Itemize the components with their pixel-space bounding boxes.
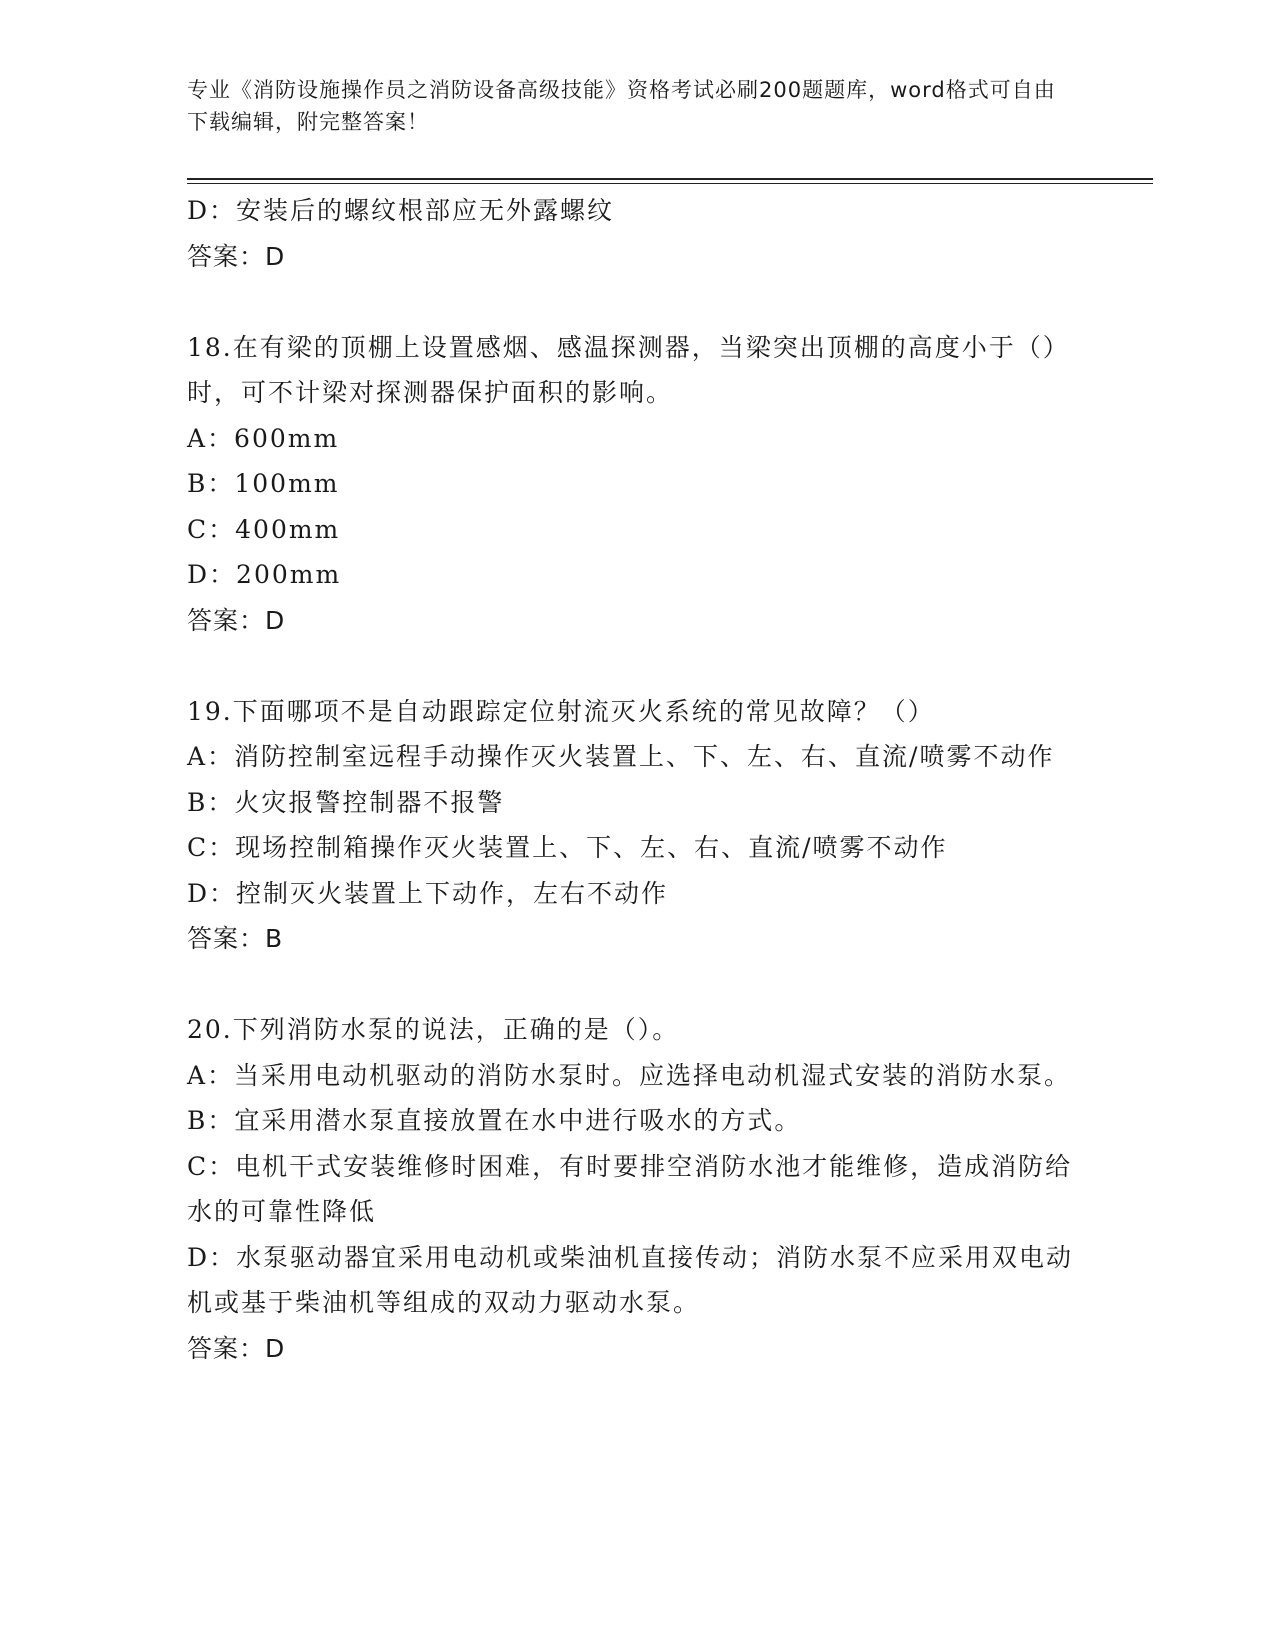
question-20 [187, 1007, 1087, 1371]
spacer [187, 643, 1087, 689]
option-a: A：消防控制室远程手动操作灭火装置上、下、左、右、直流/喷雾不动作 [187, 742, 1055, 771]
option-a: A：600mm [187, 423, 340, 453]
answer: 答案：D [187, 605, 286, 635]
spacer [187, 962, 1087, 1008]
option-b: B：100mm [187, 469, 340, 498]
option-d: D：200mm [187, 560, 342, 589]
option-c: C：400mm [187, 514, 341, 544]
option-c: C：现场控制箱操作灭火装置上、下、左、右、直流/喷雾不动作 [187, 833, 948, 862]
question-19 [187, 689, 1087, 962]
option-b: B：宜采用潜水泵直接放置在水中进行吸水的方式。 [187, 1106, 802, 1135]
option-d: D：控制灭火装置上下动作，左右不动作 [187, 878, 669, 908]
spacer [187, 279, 1087, 325]
option-b: B：火灾报警控制器不报警 [187, 787, 505, 817]
document-body [187, 188, 1087, 1371]
answer: 答案：D [187, 241, 286, 271]
question-stem: 20.下列消防水泵的说法，正确的是（）。 [187, 1015, 680, 1044]
question-stem: 18.在有梁的顶棚上设置感烟、感温探测器，当梁突出顶棚的高度小于（）时，可不计梁对探测器保护面积的影响。 [187, 332, 1070, 407]
header-divider [187, 178, 1153, 180]
page-header-text: 专业《消防设施操作员之消防设备高级技能》资格考试必刷200题题库，word格式可自由下载编辑，附完整答案！ [187, 78, 1056, 134]
previous-question-tail [187, 188, 1087, 279]
answer: 答案：D [187, 1333, 286, 1363]
answer: 答案：B [187, 924, 284, 953]
header-divider-thin [187, 183, 1153, 184]
option-d: D：安装后的螺纹根部应无外露螺纹 [187, 196, 615, 225]
question-18 [187, 325, 1087, 644]
option-c: C：电机干式安装维修时困难，有时要排空消防水池才能维修，造成消防给水的可靠性降低 [187, 1151, 1073, 1226]
option-d: D：水泵驱动器宜采用电动机或柴油机直接传动；消防水泵不应采用双电动机或基于柴油机等组成的双动力驱动水泵。 [187, 1242, 1074, 1317]
option-a: A：当采用电动机驱动的消防水泵时。应选择电动机湿式安装的消防水泵。 [187, 1060, 1072, 1090]
question-stem: 19.下面哪项不是自动跟踪定位射流灭火系统的常见故障？（） [187, 696, 935, 726]
